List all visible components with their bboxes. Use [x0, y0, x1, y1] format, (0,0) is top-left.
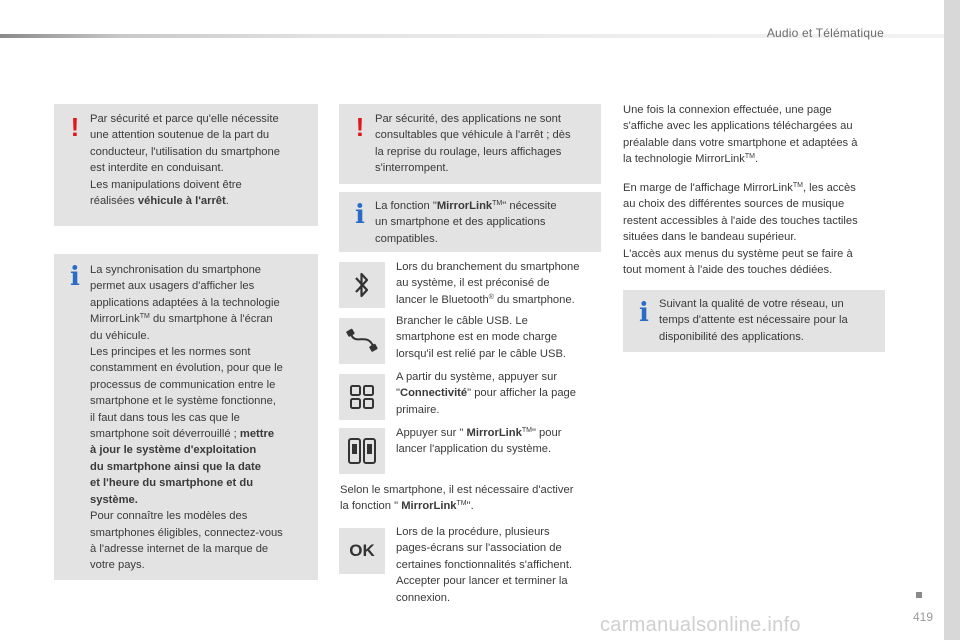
usb-cable-icon: [345, 326, 379, 356]
activation-text: Selon le smartphone, il est nécessaire d'activer la fonction " MirrorLink™".: [340, 484, 574, 513]
right-paragraph-1: Une fois la connexion effectuée, une page s'affiche avec les applications téléchargées au préalable dans votre smartphone et adaptées à la technologie MirrorLink™.: [623, 104, 858, 166]
exclamation-icon: !: [355, 112, 365, 142]
ok-tile: [339, 528, 385, 574]
info-icon: i: [639, 298, 649, 328]
step-ok-text: Lors de la procédure, plusieurs pages-écrans sur l'association de certaines fonctionnalités s'affichent. Accepter pour lancer et terminer la connexion.: [396, 526, 573, 604]
mid-info-text: La fonction "MirrorLink™" nécessite un smartphone et des applications compatibles.: [375, 200, 557, 245]
mid-warning-box: [339, 104, 601, 184]
right-info-text: Suivant la qualité de votre réseau, un temps d'attente est nécessaire pour la disponibilité des applications.: [659, 298, 848, 343]
left-warning-text: Par sécurité et parce qu'elle nécessite une attention soutenue de la part du conducteur, l'utilisation du smartphone est interdite en conduisant. Les manipulations doivent être réalisées véhicule à l'arrêt.: [90, 113, 280, 208]
right-info-box: [623, 290, 885, 352]
left-warning-box: [54, 104, 318, 226]
mirrorlink-tile: [339, 428, 385, 474]
info-icon: i: [70, 262, 80, 292]
exclamation-icon: !: [70, 112, 80, 142]
mirrorlink-icon: [346, 436, 378, 466]
step-usb-text: Brancher le câble USB. Le smartphone est en mode charge lorsqu'il est relié par le câble USB.: [396, 315, 567, 360]
page-edge-strip: [944, 0, 960, 640]
step-bluetooth-text: Lors du branchement du smartphone au système, il est préconisé de lancer le Bluetooth® du smartphone.: [396, 261, 580, 306]
step-mirrorlink-text: Appuyer sur " MirrorLink™" pour lancer l'application du système.: [396, 427, 562, 456]
mid-warning-text: Par sécurité, des applications ne sont consultables que véhicule à l'arrêt ; dès la reprise du roulage, leurs affichages s'interrompent.: [375, 113, 571, 175]
bluetooth-icon: [352, 271, 372, 299]
connectivity-tile: [339, 374, 385, 420]
left-info-box: [54, 254, 318, 580]
step-connectivity-text: A partir du système, appuyer sur "Connectivité" pour afficher la page primaire.: [396, 371, 577, 416]
right-paragraph-2: En marge de l'affichage MirrorLink™, les accès au choix des différentes sources de musique restent accessibles à l'aide des touches tactiles situées dans le bandeau supérieur. L'accès aux menus du système peut se faire à tout moment à l'aide des touches dédiées.: [623, 182, 858, 277]
connectivity-grid-icon: [349, 384, 375, 410]
mid-info-box: [339, 192, 601, 252]
bluetooth-tile: [339, 262, 385, 308]
page-number: 419: [913, 610, 934, 624]
usb-tile: [339, 318, 385, 364]
left-info-text: La synchronisation du smartphone permet aux usagers d'afficher les applications adaptées à la technologie MirrorLink™ du smartphone à l'écran du véhicule. Les principes et les normes sont constamment en évolution, pour que le processus de communication entre le smartphone et le système fonctionne, il faut dans tous les cas que le smartphone soit déverrouillé ; mettre à jour le système d'exploitation du smartphone ainsi que la date et l'heure du smartphone et du système. Pour connaître les modèles des smartphones éligibles, connectez-vous à l'adresse internet de la marque de votre pays.: [90, 264, 283, 572]
info-icon: i: [355, 200, 365, 230]
watermark: carmanualsonline.info: [600, 614, 801, 636]
section-title: Audio et Télématique: [766, 26, 884, 40]
ok-button-label: OK: [349, 541, 375, 560]
page-marker: [916, 592, 922, 598]
